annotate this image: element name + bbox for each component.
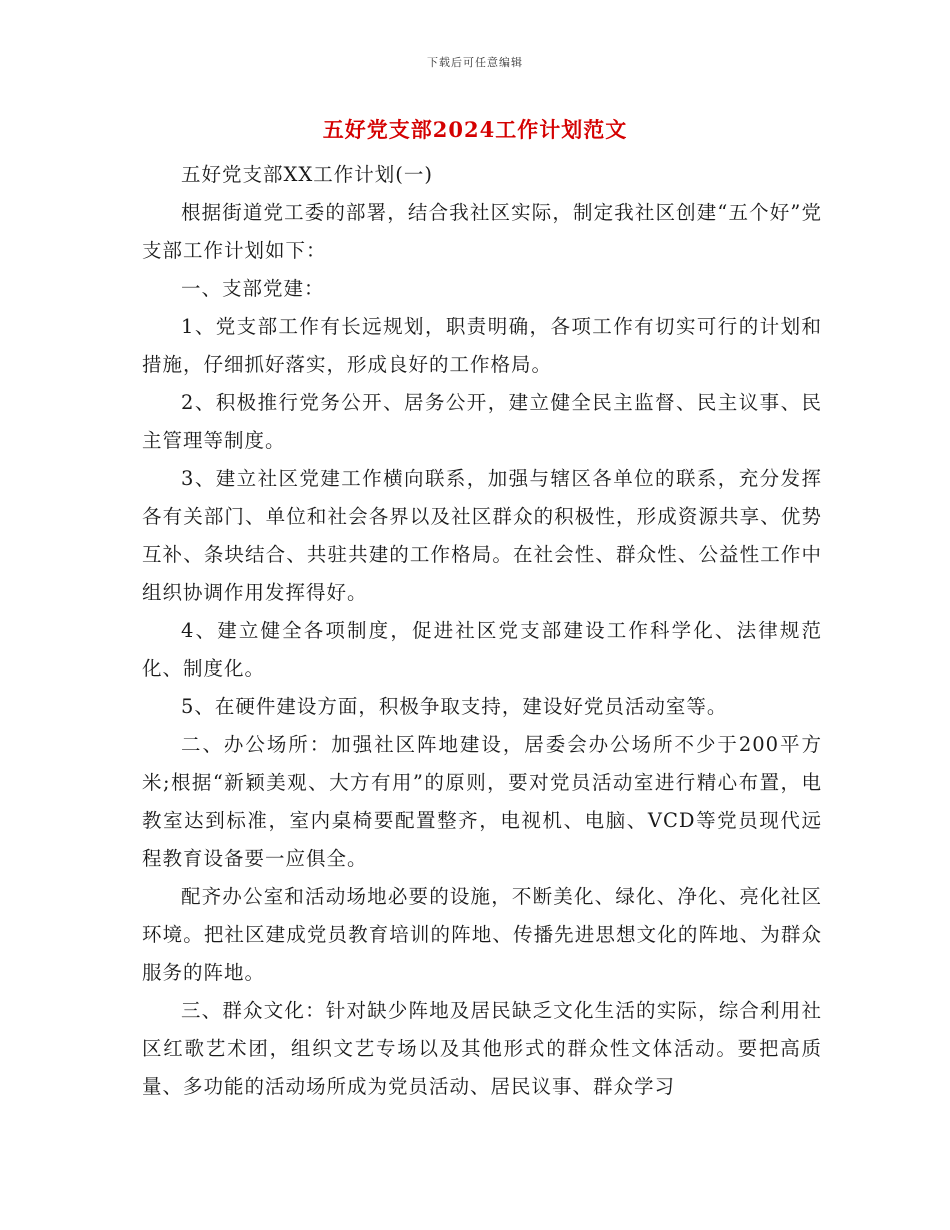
paragraph-item-4: 4、建立健全各项制度，促进社区党支部建设工作科学化、法律规范化、制度化。 [142, 619, 822, 680]
paragraph-intro: 根据街道党工委的部署，结合我社区实际，制定我社区创建“五个好”党支部工作计划如下： [142, 201, 822, 262]
paragraph-section-culture: 三、群众文化：针对缺少阵地及居民缺乏文化生活的实际，综合利用社区红歌艺术团，组织文艺专场以及其他形式的群众性文体活动。要把高质量、多功能的活动场所成为党员活动、居民议事、群众学习 [142, 999, 822, 1098]
paragraph-item-1: 1、党支部工作有长远规划，职责明确，各项工作有切实可行的计划和措施，仔细抓好落实，形成良好的工作格局。 [142, 315, 822, 376]
document-title: 五好党支部2024工作计划范文 [322, 117, 628, 142]
paragraph-office-facilities: 配齐办公室和活动场地必要的设施，不断美化、绿化、净化、亮化社区环境。把社区建成党员教育培训的阵地、传播先进思想文化的阵地、为群众服务的阵地。 [142, 885, 822, 984]
header-note: 下载后可任意编辑 [427, 56, 523, 69]
paragraph-item-5: 5、在硬件建设方面，积极争取支持，建设好党员活动室等。 [181, 695, 728, 718]
paragraph-plan-heading: 五好党支部XX工作计划(一) [181, 163, 433, 186]
paragraph-section-office: 二、办公场所：加强社区阵地建设，居委会办公场所不少于200平方米;根据“新颖美观、大方有用”的原则，要对党员活动室进行精心布置，电教室达到标准，室内桌椅要配置整齐，电视机、电脑、VCD等党员现代远程教育设备要一应俱全。 [142, 733, 822, 870]
paragraph-item-3: 3、建立社区党建工作横向联系，加强与辖区各单位的联系，充分发挥各有关部门、单位和社会各界以及社区群众的积极性，形成资源共享、优势互补、条块结合、共驻共建的工作格局。在社会性、群众性、公益性工作中组织协调作用发挥得好。 [142, 467, 822, 604]
document-body [142, 156, 822, 1106]
paragraph-item-2: 2、积极推行党务公开、居务公开，建立健全民主监督、民主议事、民主管理等制度。 [142, 391, 822, 452]
paragraph-section-branch-building: 一、支部党建： [181, 277, 325, 300]
